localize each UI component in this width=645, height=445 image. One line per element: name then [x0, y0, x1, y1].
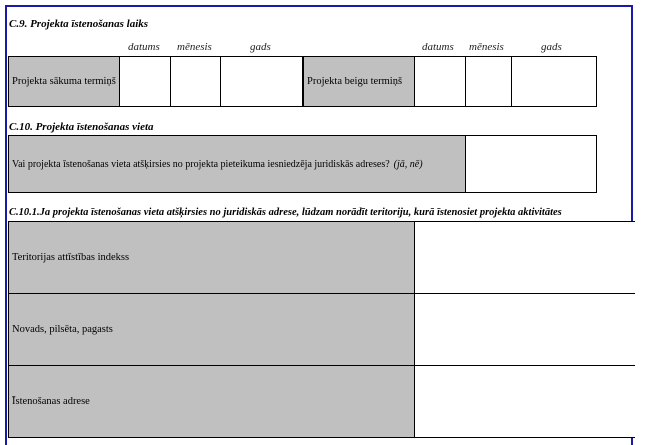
territory-index-label — [8, 221, 415, 294]
location-question-text: Vai projekta īstenošanas vieta atšķirsies no projekta pieteikuma iesniedzēja juridiskās adreses? — [12, 158, 390, 170]
section-c10-heading: C.10. Projekta īstenošanas vieta — [9, 121, 154, 133]
location-question — [8, 135, 466, 193]
implementation-address-label-text: Īstenošanas adrese — [12, 396, 90, 407]
start-day-input[interactable] — [119, 56, 171, 107]
end-year-input[interactable] — [511, 56, 597, 107]
end-year-header: gads — [541, 41, 562, 53]
location-question-hint: (jā, nē) — [393, 158, 423, 170]
end-date-label-text: Projekta beigu termiņš — [307, 76, 403, 87]
start-date-label — [8, 56, 120, 107]
end-date-label — [303, 56, 415, 107]
end-day-header: datums — [422, 41, 454, 53]
section-c101-heading: C.10.1.Ja projekta īstenošanas vieta atšķirsies no juridiskās adrese, lūdzam norādīt teritoriju, kurā īstenosiet projekta aktivitātes — [9, 207, 562, 218]
implementation-address-input[interactable] — [414, 365, 635, 438]
implementation-address-label — [8, 365, 415, 438]
municipality-label-text: Novads, pilsēta, pagasts — [12, 324, 113, 335]
start-month-header: mēnesis — [177, 41, 212, 53]
start-date-label-text: Projekta sākuma termiņš — [12, 76, 116, 87]
territory-index-label-text: Teritorijas attīstības indekss — [12, 252, 130, 263]
end-month-input[interactable] — [465, 56, 512, 107]
start-year-input[interactable] — [220, 56, 303, 107]
end-day-input[interactable] — [414, 56, 466, 107]
end-month-header: mēnesis — [469, 41, 504, 53]
start-month-input[interactable] — [170, 56, 221, 107]
municipality-input[interactable] — [414, 293, 635, 366]
territory-index-input[interactable] — [414, 221, 635, 294]
start-year-header: gads — [250, 41, 271, 53]
location-answer-input[interactable] — [465, 135, 597, 193]
start-day-header: datums — [128, 41, 160, 53]
municipality-label — [8, 293, 415, 366]
section-c9-heading: C.9. Projekta īstenošanas laiks — [9, 18, 149, 30]
